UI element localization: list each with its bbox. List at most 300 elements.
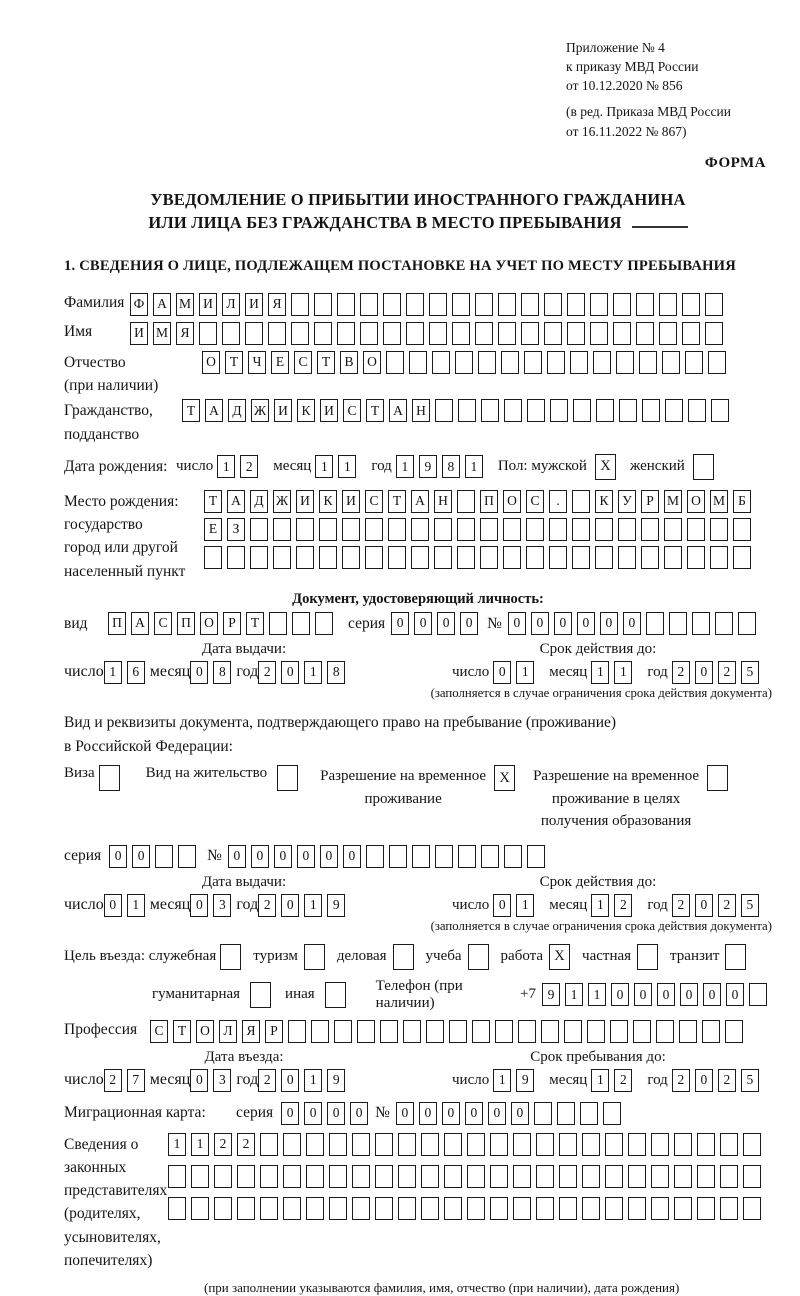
char-box[interactable] (214, 1197, 232, 1220)
char-box[interactable]: Т (246, 612, 264, 635)
char-box[interactable]: М (664, 490, 682, 513)
char-box[interactable] (283, 1165, 301, 1188)
char-box[interactable]: 1 (516, 661, 534, 684)
char-box[interactable]: 0 (228, 845, 246, 868)
char-box[interactable]: 0 (493, 661, 511, 684)
char-box[interactable]: 8 (442, 455, 460, 478)
char-box[interactable] (329, 1133, 347, 1156)
char-box[interactable] (426, 1020, 444, 1043)
char-box[interactable]: 2 (718, 661, 736, 684)
char-box[interactable]: 1 (493, 1069, 511, 1092)
char-box[interactable]: Л (219, 1020, 237, 1043)
char-box[interactable]: 1 (217, 455, 235, 478)
char-box[interactable]: 2 (258, 894, 276, 917)
char-box[interactable]: Н (434, 490, 452, 513)
char-box[interactable] (273, 518, 291, 541)
char-box[interactable] (250, 546, 268, 569)
char-box[interactable] (168, 1197, 186, 1220)
char-box[interactable] (269, 612, 287, 635)
char-box[interactable] (237, 1165, 255, 1188)
char-box[interactable]: 1 (127, 894, 145, 917)
char-box[interactable]: 0 (554, 612, 572, 635)
char-box[interactable]: 9 (419, 455, 437, 478)
char-box[interactable] (260, 1197, 278, 1220)
char-box[interactable]: 0 (726, 983, 744, 1006)
char-box[interactable]: 5 (741, 1069, 759, 1092)
char-box[interactable]: И (320, 399, 338, 422)
char-box[interactable]: О (503, 490, 521, 513)
char-box[interactable]: М (153, 322, 171, 345)
char-box[interactable]: И (245, 293, 263, 316)
char-box[interactable] (389, 845, 407, 868)
char-box[interactable] (697, 1197, 715, 1220)
char-box[interactable]: Р (641, 490, 659, 513)
char-box[interactable]: С (526, 490, 544, 513)
char-box[interactable]: С (154, 612, 172, 635)
char-box[interactable] (337, 293, 355, 316)
char-box[interactable]: К (595, 490, 613, 513)
char-box[interactable] (178, 845, 196, 868)
purpose-study-checkbox[interactable] (468, 944, 489, 970)
char-box[interactable] (619, 399, 637, 422)
char-box[interactable] (365, 546, 383, 569)
char-box[interactable]: 2 (104, 1069, 122, 1092)
char-box[interactable]: 0 (414, 612, 432, 635)
char-box[interactable] (636, 293, 654, 316)
char-box[interactable] (659, 322, 677, 345)
char-box[interactable]: А (227, 490, 245, 513)
char-box[interactable]: 2 (237, 1133, 255, 1156)
char-box[interactable]: Ф (130, 293, 148, 316)
char-box[interactable] (360, 293, 378, 316)
char-box[interactable] (616, 351, 634, 374)
char-box[interactable] (567, 322, 585, 345)
char-box[interactable] (490, 1133, 508, 1156)
char-box[interactable] (646, 612, 664, 635)
char-box[interactable] (412, 845, 430, 868)
char-box[interactable] (544, 293, 562, 316)
char-box[interactable]: 3 (213, 894, 231, 917)
char-box[interactable]: 0 (104, 894, 122, 917)
char-box[interactable]: 0 (190, 894, 208, 917)
purpose-business-checkbox[interactable] (393, 944, 414, 970)
char-box[interactable] (296, 518, 314, 541)
char-box[interactable] (715, 612, 733, 635)
char-box[interactable]: 0 (465, 1102, 483, 1125)
char-box[interactable] (564, 1020, 582, 1043)
char-box[interactable]: Ч (248, 351, 266, 374)
char-box[interactable] (467, 1133, 485, 1156)
char-box[interactable] (449, 1020, 467, 1043)
char-box[interactable] (743, 1133, 761, 1156)
char-box[interactable]: И (274, 399, 292, 422)
char-box[interactable] (664, 518, 682, 541)
char-box[interactable] (398, 1133, 416, 1156)
char-box[interactable]: 1 (591, 661, 609, 684)
char-box[interactable] (503, 546, 521, 569)
char-box[interactable] (444, 1197, 462, 1220)
char-box[interactable] (315, 612, 333, 635)
char-box[interactable]: Т (366, 399, 384, 422)
char-box[interactable] (352, 1165, 370, 1188)
char-box[interactable]: 2 (258, 1069, 276, 1092)
char-box[interactable] (452, 322, 470, 345)
char-box[interactable]: 0 (508, 612, 526, 635)
char-box[interactable]: 0 (680, 983, 698, 1006)
char-box[interactable] (559, 1133, 577, 1156)
char-box[interactable] (572, 518, 590, 541)
char-box[interactable]: Т (317, 351, 335, 374)
char-box[interactable] (521, 293, 539, 316)
char-box[interactable]: 0 (600, 612, 618, 635)
char-box[interactable] (549, 546, 567, 569)
char-box[interactable] (656, 1020, 674, 1043)
char-box[interactable]: 3 (213, 1069, 231, 1092)
char-box[interactable] (383, 293, 401, 316)
char-box[interactable] (386, 351, 404, 374)
char-box[interactable] (618, 546, 636, 569)
char-box[interactable]: 1 (614, 661, 632, 684)
char-box[interactable] (434, 546, 452, 569)
char-box[interactable] (593, 351, 611, 374)
char-box[interactable] (360, 322, 378, 345)
char-box[interactable]: С (343, 399, 361, 422)
char-box[interactable] (237, 1197, 255, 1220)
char-box[interactable]: 0 (281, 1102, 299, 1125)
char-box[interactable]: Р (265, 1020, 283, 1043)
char-box[interactable] (628, 1165, 646, 1188)
char-box[interactable] (613, 293, 631, 316)
char-box[interactable] (444, 1133, 462, 1156)
char-box[interactable]: Я (268, 293, 286, 316)
char-box[interactable]: 0 (281, 894, 299, 917)
char-box[interactable] (697, 1165, 715, 1188)
char-box[interactable] (222, 322, 240, 345)
char-box[interactable]: 1 (168, 1133, 186, 1156)
char-box[interactable] (435, 845, 453, 868)
char-box[interactable] (567, 293, 585, 316)
char-box[interactable]: Я (176, 322, 194, 345)
char-box[interactable] (291, 322, 309, 345)
char-box[interactable]: 0 (577, 612, 595, 635)
char-box[interactable]: Л (222, 293, 240, 316)
char-box[interactable] (155, 845, 173, 868)
char-box[interactable] (283, 1133, 301, 1156)
char-box[interactable] (687, 518, 705, 541)
char-box[interactable]: 0 (274, 845, 292, 868)
char-box[interactable]: Т (225, 351, 243, 374)
char-box[interactable] (398, 1165, 416, 1188)
char-box[interactable] (214, 1165, 232, 1188)
char-box[interactable] (527, 845, 545, 868)
char-box[interactable] (306, 1165, 324, 1188)
char-box[interactable] (513, 1197, 531, 1220)
char-box[interactable] (458, 845, 476, 868)
char-box[interactable]: 1 (304, 894, 322, 917)
char-box[interactable]: С (294, 351, 312, 374)
char-box[interactable] (319, 518, 337, 541)
char-box[interactable] (283, 1197, 301, 1220)
char-box[interactable] (582, 1197, 600, 1220)
char-box[interactable]: 1 (465, 455, 483, 478)
char-box[interactable] (250, 518, 268, 541)
char-box[interactable] (669, 612, 687, 635)
sex-male-checkbox[interactable]: X (595, 454, 616, 480)
char-box[interactable] (314, 293, 332, 316)
char-box[interactable] (572, 546, 590, 569)
char-box[interactable] (710, 546, 728, 569)
char-box[interactable]: 1 (396, 455, 414, 478)
purpose-private-checkbox[interactable] (637, 944, 658, 970)
char-box[interactable]: 0 (304, 1102, 322, 1125)
char-box[interactable]: 0 (623, 612, 641, 635)
char-box[interactable] (480, 546, 498, 569)
char-box[interactable]: Т (173, 1020, 191, 1043)
char-box[interactable] (743, 1165, 761, 1188)
char-box[interactable]: З (227, 518, 245, 541)
char-box[interactable]: 8 (327, 661, 345, 684)
char-box[interactable] (536, 1165, 554, 1188)
char-box[interactable] (478, 351, 496, 374)
char-box[interactable]: 0 (511, 1102, 529, 1125)
char-box[interactable] (375, 1165, 393, 1188)
char-box[interactable] (329, 1197, 347, 1220)
char-box[interactable] (682, 293, 700, 316)
char-box[interactable]: Б (733, 490, 751, 513)
char-box[interactable]: 0 (281, 1069, 299, 1092)
char-box[interactable]: О (196, 1020, 214, 1043)
char-box[interactable] (457, 546, 475, 569)
char-box[interactable]: Я (242, 1020, 260, 1043)
char-box[interactable] (595, 518, 613, 541)
char-box[interactable]: 0 (611, 983, 629, 1006)
char-box[interactable]: 0 (251, 845, 269, 868)
char-box[interactable] (559, 1165, 577, 1188)
char-box[interactable] (541, 1020, 559, 1043)
purpose-official-checkbox[interactable] (220, 944, 241, 970)
char-box[interactable]: 5 (741, 661, 759, 684)
char-box[interactable] (725, 1020, 743, 1043)
char-box[interactable] (641, 518, 659, 541)
char-box[interactable] (191, 1165, 209, 1188)
char-box[interactable] (705, 293, 723, 316)
char-box[interactable]: 2 (718, 1069, 736, 1092)
sex-female-checkbox[interactable] (693, 454, 714, 480)
char-box[interactable] (421, 1197, 439, 1220)
char-box[interactable]: 9 (542, 983, 560, 1006)
purpose-tourism-checkbox[interactable] (304, 944, 325, 970)
temp-edu-checkbox[interactable] (707, 765, 728, 791)
char-box[interactable] (674, 1165, 692, 1188)
char-box[interactable] (559, 1197, 577, 1220)
char-box[interactable] (733, 546, 751, 569)
purpose-other-checkbox[interactable] (325, 982, 346, 1008)
char-box[interactable]: 0 (703, 983, 721, 1006)
char-box[interactable] (603, 1102, 621, 1125)
char-box[interactable] (260, 1165, 278, 1188)
char-box[interactable]: Д (228, 399, 246, 422)
char-box[interactable] (587, 1020, 605, 1043)
char-box[interactable] (720, 1165, 738, 1188)
char-box[interactable] (352, 1197, 370, 1220)
char-box[interactable]: 0 (442, 1102, 460, 1125)
char-box[interactable] (674, 1133, 692, 1156)
char-box[interactable] (342, 518, 360, 541)
char-box[interactable] (429, 322, 447, 345)
char-box[interactable] (365, 518, 383, 541)
char-box[interactable] (590, 293, 608, 316)
char-box[interactable]: 9 (516, 1069, 534, 1092)
char-box[interactable] (398, 1197, 416, 1220)
char-box[interactable]: 1 (304, 1069, 322, 1092)
char-box[interactable]: 0 (437, 612, 455, 635)
char-box[interactable] (421, 1165, 439, 1188)
char-box[interactable] (749, 983, 767, 1006)
char-box[interactable] (434, 518, 452, 541)
char-box[interactable] (582, 1165, 600, 1188)
char-box[interactable] (618, 518, 636, 541)
char-box[interactable] (199, 322, 217, 345)
char-box[interactable]: 2 (240, 455, 258, 478)
char-box[interactable] (475, 293, 493, 316)
char-box[interactable] (403, 1020, 421, 1043)
char-box[interactable]: 0 (695, 1069, 713, 1092)
char-box[interactable]: 0 (531, 612, 549, 635)
char-box[interactable] (306, 1197, 324, 1220)
char-box[interactable] (458, 399, 476, 422)
char-box[interactable]: И (296, 490, 314, 513)
char-box[interactable] (682, 322, 700, 345)
char-box[interactable] (518, 1020, 536, 1043)
purpose-humanitarian-checkbox[interactable] (250, 982, 271, 1008)
char-box[interactable] (572, 490, 590, 513)
char-box[interactable] (580, 1102, 598, 1125)
char-box[interactable] (467, 1197, 485, 1220)
char-box[interactable] (411, 518, 429, 541)
char-box[interactable] (475, 322, 493, 345)
char-box[interactable]: 0 (695, 894, 713, 917)
char-box[interactable] (526, 546, 544, 569)
char-box[interactable]: 0 (657, 983, 675, 1006)
char-box[interactable]: П (480, 490, 498, 513)
char-box[interactable]: М (710, 490, 728, 513)
char-box[interactable]: Е (271, 351, 289, 374)
char-box[interactable] (288, 1020, 306, 1043)
char-box[interactable] (406, 322, 424, 345)
char-box[interactable]: Ж (251, 399, 269, 422)
char-box[interactable]: 0 (391, 612, 409, 635)
char-box[interactable]: 0 (190, 661, 208, 684)
char-box[interactable] (291, 293, 309, 316)
char-box[interactable] (633, 1020, 651, 1043)
char-box[interactable] (708, 351, 726, 374)
char-box[interactable] (490, 1197, 508, 1220)
char-box[interactable] (642, 399, 660, 422)
char-box[interactable]: 1 (315, 455, 333, 478)
char-box[interactable] (605, 1165, 623, 1188)
visa-checkbox[interactable] (99, 765, 120, 791)
char-box[interactable]: О (363, 351, 381, 374)
char-box[interactable] (245, 322, 263, 345)
char-box[interactable]: 1 (591, 1069, 609, 1092)
char-box[interactable] (743, 1197, 761, 1220)
char-box[interactable] (306, 1133, 324, 1156)
char-box[interactable]: 2 (672, 894, 690, 917)
char-box[interactable]: Р (223, 612, 241, 635)
char-box[interactable] (590, 322, 608, 345)
char-box[interactable] (628, 1197, 646, 1220)
char-box[interactable]: 0 (488, 1102, 506, 1125)
char-box[interactable] (733, 518, 751, 541)
char-box[interactable] (524, 351, 542, 374)
char-box[interactable]: 2 (672, 1069, 690, 1092)
char-box[interactable] (421, 1133, 439, 1156)
char-box[interactable] (503, 518, 521, 541)
char-box[interactable]: . (549, 490, 567, 513)
char-box[interactable] (605, 1197, 623, 1220)
char-box[interactable] (536, 1133, 554, 1156)
char-box[interactable]: 6 (127, 661, 145, 684)
char-box[interactable] (388, 518, 406, 541)
char-box[interactable] (227, 546, 245, 569)
char-box[interactable] (513, 1133, 531, 1156)
char-box[interactable] (480, 518, 498, 541)
char-box[interactable]: О (202, 351, 220, 374)
char-box[interactable]: 0 (190, 1069, 208, 1092)
char-box[interactable]: 2 (258, 661, 276, 684)
char-box[interactable] (651, 1165, 669, 1188)
char-box[interactable] (720, 1133, 738, 1156)
char-box[interactable]: И (199, 293, 217, 316)
char-box[interactable] (260, 1133, 278, 1156)
char-box[interactable] (527, 399, 545, 422)
char-box[interactable] (534, 1102, 552, 1125)
char-box[interactable]: 1 (104, 661, 122, 684)
char-box[interactable] (444, 1165, 462, 1188)
char-box[interactable]: 0 (396, 1102, 414, 1125)
char-box[interactable]: И (130, 322, 148, 345)
char-box[interactable] (273, 546, 291, 569)
char-box[interactable]: 2 (672, 661, 690, 684)
char-box[interactable] (296, 546, 314, 569)
char-box[interactable] (435, 399, 453, 422)
char-box[interactable] (388, 546, 406, 569)
char-box[interactable]: А (153, 293, 171, 316)
char-box[interactable]: К (297, 399, 315, 422)
char-box[interactable] (481, 399, 499, 422)
char-box[interactable] (582, 1133, 600, 1156)
char-box[interactable] (692, 612, 710, 635)
char-box[interactable] (268, 322, 286, 345)
char-box[interactable] (352, 1133, 370, 1156)
temp-residence-checkbox[interactable]: X (494, 765, 515, 791)
char-box[interactable]: 2 (614, 894, 632, 917)
char-box[interactable] (521, 322, 539, 345)
char-box[interactable] (383, 322, 401, 345)
char-box[interactable]: 0 (343, 845, 361, 868)
char-box[interactable]: П (177, 612, 195, 635)
char-box[interactable] (651, 1133, 669, 1156)
char-box[interactable] (342, 546, 360, 569)
char-box[interactable] (337, 322, 355, 345)
char-box[interactable] (544, 322, 562, 345)
char-box[interactable]: М (176, 293, 194, 316)
char-box[interactable]: 0 (109, 845, 127, 868)
char-box[interactable]: О (687, 490, 705, 513)
char-box[interactable]: Ж (273, 490, 291, 513)
char-box[interactable] (688, 399, 706, 422)
char-box[interactable] (662, 351, 680, 374)
